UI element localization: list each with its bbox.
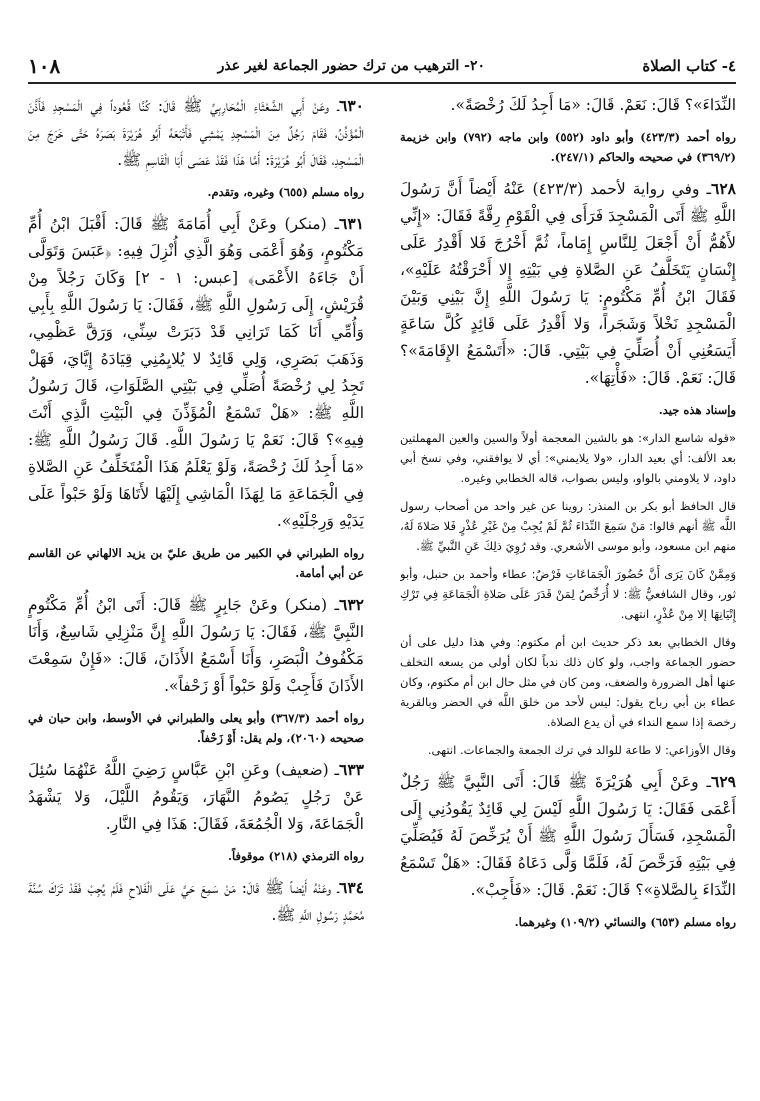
hadith-paragraph xyxy=(28,756,364,838)
hadith-number: ٦٣٠ xyxy=(339,96,364,115)
hadith-text: ـ وفي رواية لأحمد (٤٢٣/٣) عَنْهُ أَيْضاً أَنَّ رَسُولَ اللَّهِ ﷺ أَتَى الْمَسْجِدَ فَرَأَى فِي الْقَوْمِ رِقَّةً فَقَالَ: «إِنِّي لأَهُمُّ أَنْ أَجْعَلَ لِلنَّاسِ إِمَاماً، ثُمَّ أَخْرُجَ فَلا أَقْدِرُ عَلَى إِنْسَانٍ يَتَخَلَّفُ عَنِ الصَّلاةِ فِي بَيْتِهِ إِلا أَحْرَقْتُهُ عَلَيْهِ»، فَقَالَ ابْنُ أُمِّ مَكْتُومٍ: يَا رَسُولَ اللَّهِ إِنَّ بَيْنِي وَبَيْنَ الْمَسْجِدِ نَخْلاً وَشَجَراً، وَلا أَقْدِرُ عَلَى قَائِدٍ كُلَّ سَاعَةٍ أَيَسَعُنِي أَنْ أُصَلِّيَ فِي بَيْتِي. قَالَ: «أَتَسْمَعُ الإِقَامَةَ»؟ قَالَ: نَعَمْ. قَالَ: «فَأْتِهَا». xyxy=(400,180,736,387)
hadith-number: ٦٢٩ xyxy=(711,772,736,791)
hadith-paragraph xyxy=(28,591,364,700)
running-header xyxy=(28,52,736,80)
hadith-paragraph xyxy=(28,92,364,174)
commentary-paragraph: وقال الأوزاعي: لا طاعة للوالد في ترك الجمعة والجماعات. انتهى. xyxy=(427,743,736,757)
hadith-paragraph xyxy=(28,210,364,535)
page-number: ١٠٨ xyxy=(28,54,61,78)
source-note: رواه مسلم (٦٥٥) وغيره، وتقدم. xyxy=(207,185,364,199)
hadith-text: ـ وعَنْ أَبِي هُرَيْرَةَ ﷺ قَالَ: أَتَى النَّبِيَّ ﷺ رَجُلٌ أَعْمَى فَقَالَ: يَا رَسُولَ اللَّهِ لَيْسَ لِي قَائِدٌ يَقُودُنِي إِلَى الْمَسْجِدِ، فَسَأَلَ رَسُولَ اللَّهِ ﷺ أَنْ يُرَخِّصَ لَهُ فَيُصَلِّيَ فِي بَيْتِهِ فَرَخَّصَ لَهُ، فَلَمَّا وَلَّى دَعَاهُ فَقَالَ: «هَلْ تَسْمَعُ النِّدَاءَ بِالصَّلاةِ»؟ قَالَ: نَعَمْ. قَالَ: «فَأَجِبْ». xyxy=(400,773,736,899)
hadith-text: ـ وعَنْ أَبِي الشَّعْثَاءِ الْمُحَارِبِيِّ ﷺ قَالَ: كُنَّا قُعُوداً فِي الْمَسْجِدِ فَأَذَّنَ الْمُؤَذِّنُ، فَقَامَ رَجُلٌ مِنَ الْمَسْجِدِ يَمْشِي فَأَتْبَعَهُ أَبُو هُرَيْرَةَ بَصَرَهُ حَتَّى خَرَجَ مِنَ الْمَسْجِدِ، فَقَالَ أَبُو هُرَيْرَةَ: أَمَّا هَذَا فَقَدْ عَصَى أَبَا الْقَاسِمِ ﷺ. xyxy=(28,97,364,169)
hadith-text: ـ (منكر) وعَنْ أَبِي أُمَامَةَ ﷺ قَالَ: أَقْبَلَ ابْنُ أُمِّ مَكْتُومٍ، وَهُوَ أَعْمَى وَهُوَ الَّذِي أُنْزِلَ فِيهِ: ﴿عَبَسَ وَتَوَلَّى أَنْ جَاءَهُ الأَعْمَى﴾ [عبس: ١ - ٢] وَكَانَ رَجُلاً مِنْ قُرَيْشٍ، إِلَى رَسُولِ اللَّهِ ﷺ، فَقَالَ: يَا رَسُولَ اللَّهِ بِأَبِي وَأُمِّي أَنَا كَمَا تَرَانِي قَدْ دَبَرَتْ سِنِّي، وَرَقَّ عَظْمِي، وَذَهَبَ بَصَرِي، وَلِي قَائِدٌ لا يُلايِمُنِي قِيَادَهُ إِيَّايَ، فَهَلْ تَجِدُ لِي رُخْصَةً أُصَلِّي فِي بَيْتِي الصَّلَوَاتِ، قَالَ رَسُولُ اللَّهِ ﷺ: «هَلْ تَسْمَعُ الْمُؤَذِّنَ فِي الْبَيْتِ الَّذِي أَنْتَ فِيهِ»؟ قَالَ: نَعَمْ يَا رَسُولَ اللَّهِ. قَالَ رَسُولُ اللَّهِ ﷺ: «مَا أَجِدُ لَكَ رُخْصَةً، وَلَوْ يَعْلَمُ هَذَا الْمُتَخَلِّفُ عَنِ الصَّلاةِ فِي الْجَمَاعَةِ مَا لِهَذَا الْمَاشِي إِلَيْهَا لأَتَاهَا وَلَوْ حَبْواً عَلَى يَدَيْهِ وَرِجْلَيْهِ». xyxy=(28,215,364,530)
source-note: رواه أحمد (٣٦٧/٣) وأبو يعلى والطبراني في الأوسط، وابن حبان في صحيحه (٢٠٦٠)، ولم يقل: أَوْ زَحْفاً. xyxy=(28,711,364,745)
commentary-paragraph: وَمِمَّنْ كَانَ يَرَى أَنَّ حُضُورَ الْجَمَاعَاتِ فَرْضٌ: عطاء وأحمد بن حنبل، وأبو ثور، وقال الشافعيُّ ﷺ: لا أُرَخِّصُ لِمَنْ قَدَرَ عَلَى صَلاةِ الْجَمَاعَةِ فِي تَرْكِ إِتْيَانِهَا إلا مِنْ عُذْرٍ، انتهى. xyxy=(400,567,736,621)
source-note: وإسناد هذه جيد. xyxy=(658,403,736,417)
hadith-text: ـ وعَنْهُ أَيْضاً ﷺ قَالَ: مَنْ سَمِعَ حَيَّ عَلَى الْفَلاحِ فَلَمْ يُجِبْ فَقَدْ تَرَكَ سُنَّةَ مُحَمَّدٍ رَسُولِ اللَّهِ ﷺ. xyxy=(28,879,364,924)
hadith-paragraph xyxy=(400,768,736,904)
source-note: رواه أحمد (٤٢٣/٣) وأبو داود (٥٥٢) وابن ماجه (٧٩٢) وابن خزيمة (٣٦٩/٢) في صحيحه والحاكم (٢٤٧/١). xyxy=(400,130,736,164)
hadith-paragraph xyxy=(400,92,736,119)
hadith-text: ـ (منكر) وعَنْ جَابِرٍ ﷺ قَالَ: أَتَى ابْنُ أُمِّ مَكْتُومٍ النَّبِيَّ ﷺ، فَقَالَ: يَا رَسُولَ اللَّهِ إِنَّ مَنْزِلِي شَاسِعٌ، وَأَنَا مَكْفُوفُ الْبَصَرِ، وَأَنَا أَسْمَعُ الأَذَانَ، قَالَ: «فَإِنْ سَمِعْتَ الأَذَانَ فَأَجِبْ وَلَوْ حَبْواً أَوْ زَحْفاً». xyxy=(28,596,364,695)
hadith-number: ٦٣٣ xyxy=(339,760,364,779)
hadith-paragraph xyxy=(28,874,364,929)
source-note: رواه الطبراني في الكبير من طريق عليّ بن يزيد الالهاني عن القاسم عن أبي أمامة. xyxy=(28,546,364,580)
commentary-paragraph: وقال الخطابي بعد ذكر حديث ابن أم مكتوم: وفي هذا دليل على أن حضور الجماعة واجب، ولو كان ذلك ندباً لكان أولى من يسعه التخلف عنها أهل الضرورة والضعف، ومن كان في مثل حال ابن أم مكتوم، وكان عطاء بن أبي رباح يقول: ليس لأحد من خلق اللَّه في الحضر وبالقرية رخصة إذا سمع النداء في أن يدع الصلاة. xyxy=(400,635,736,729)
hadith-text: النِّدَاءَ»؟ قَالَ: نَعَمْ. قَالَ: «مَا أَجِدُ لَكَ رُخْصَةً». xyxy=(450,96,736,114)
hadith-number: ٦٣٢ xyxy=(339,595,364,614)
source-note: رواه مسلم (٦٥٣) والنسائي (١٠٩/٢) وغيرهما. xyxy=(514,915,736,929)
chapter-title: ٤- كتاب الصلاة xyxy=(642,57,736,75)
source-note: رواه الترمذي (٢١٨) موقوفاً. xyxy=(227,849,364,863)
hadith-number: ٦٢٨ xyxy=(711,179,736,198)
commentary-paragraph: قال الحافظ أبو بكر بن المنذر: روينا عن غير واحد من أصحاب رسول اللَّه ﷺ أنهم قالوا: مَنْ سَمِعَ النِّدَاءَ ثُمَّ لَمْ يُجِبْ مِنْ غَيْرِ عُذْرٍ فَلا صَلاةَ لَهُ، منهم ابن مسعود، وأبو موسى الأشعري. وقد رُوِيَ ذلِكَ عَنِ النَّبيِّ ﷺ. xyxy=(400,499,736,553)
header-rule xyxy=(28,82,736,84)
section-title: ٢٠- الترهيب من ترك حضور الجماعة لغير عذر xyxy=(217,58,485,74)
commentary-paragraph: «قوله شاسع الدار»: هو بالشين المعجمة أولاً والسين والعين المهملتين بعد الألف: أي بعيد الدار، «ولا يلايمني»: أي لا يوافقني، وفي نسخ أبي داود، لا يلاومني بالواو، وليس بصواب، قاله الخطابي وغيره. xyxy=(400,431,736,485)
hadith-paragraph xyxy=(400,175,736,392)
hadith-number: ٦٣١ xyxy=(339,214,364,233)
hadith-number: ٦٣٤ xyxy=(339,878,364,897)
left-column xyxy=(28,92,364,1082)
right-column xyxy=(400,92,736,1082)
hadith-text: ـ (ضعيف) وعَنِ ابْنِ عَبَّاسٍ رَضِيَ اللَّهُ عَنْهُمَا سُئِلَ عَنْ رَجُلٍ يَصُومُ النَّهَارَ، وَيَقُومُ اللَّيْلَ، وَلا يَشْهَدُ الْجَمَاعَةَ، وَلا الْجُمُعَةَ، فَقَالَ: هَذَا فِي النَّارِ. xyxy=(28,761,364,833)
